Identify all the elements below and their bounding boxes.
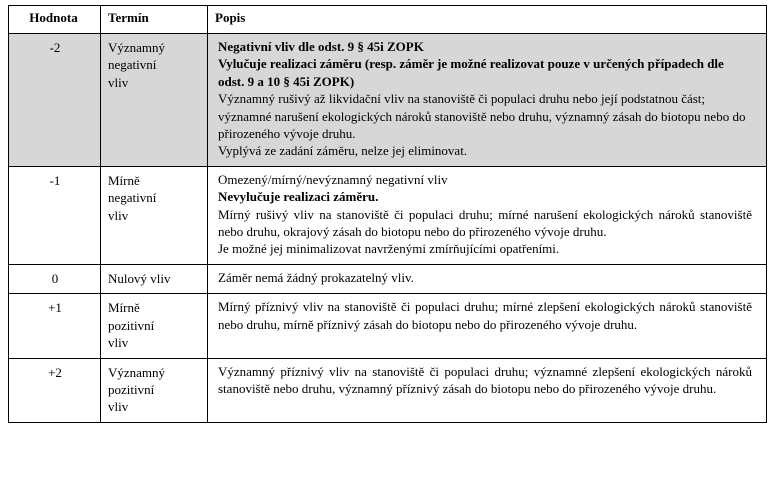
description-cell bbox=[208, 34, 767, 167]
header-row bbox=[9, 6, 767, 34]
table-row bbox=[9, 294, 767, 358]
description-text: Vyplývá ze zadání záměru, nelze jej eliminovat. bbox=[218, 143, 468, 159]
description-cell bbox=[208, 358, 767, 422]
description-text: Záměr nemá žádný prokazatelný vliv. bbox=[218, 269, 414, 285]
table-row bbox=[9, 34, 767, 167]
description-text: Mírný rušivý vliv na stanoviště či populaci druhu; mírné narušení ekologických nároků stanoviště nebo druhu, okrajový zásah do biotopu nebo do přirozeného vývoje druhu. bbox=[218, 206, 752, 240]
description-cell bbox=[208, 264, 767, 293]
description-cell bbox=[208, 166, 767, 264]
table-row bbox=[9, 264, 767, 293]
description-cell bbox=[208, 294, 767, 358]
impact-scale-table bbox=[8, 5, 767, 423]
value-cell: -2 bbox=[9, 34, 101, 167]
term-cell: Nulový vliv bbox=[101, 264, 208, 293]
header-value: Hodnota bbox=[9, 6, 101, 34]
table-row bbox=[9, 358, 767, 422]
value-cell: 0 bbox=[9, 264, 101, 293]
value-cell: +1 bbox=[9, 294, 101, 358]
description-text: Je možné jej minimalizovat navrženými zmírňujícími opatřeními. bbox=[218, 241, 560, 257]
term-cell: Významný negativní vliv bbox=[101, 34, 208, 167]
description-text: Významný rušivý až likvidační vliv na stanoviště či populaci druhu nebo její podstatnou část; významné narušení ekologických nároků stanoviště nebo druhu, významný zásah do biotopu nebo do přirozeného vývoje druhu. bbox=[218, 91, 746, 142]
header-term: Termín bbox=[101, 6, 208, 34]
description-bold-line: Negativní vliv dle odst. 9 § 45i ZOPK bbox=[218, 39, 424, 54]
term-cell: Mírně negativní vliv bbox=[101, 166, 208, 264]
value-cell: -1 bbox=[9, 166, 101, 264]
description-text: Mírný příznivý vliv na stanoviště či populaci druhu; mírné zlepšení ekologických nároků stanoviště nebo druhu, mírně příznivý zásah do biotopu nebo do přirozeného vývoje druhu. bbox=[218, 299, 752, 332]
table-row bbox=[9, 166, 767, 264]
value-cell: +2 bbox=[9, 358, 101, 422]
description-text: Významný příznivý vliv na stanoviště či populaci druhu; významné zlepšení ekologických nároků stanoviště nebo druhu, významný příznivý zásah do biotopu nebo do přirozeného vývoje druhu. bbox=[218, 363, 752, 396]
description-text: Omezený/mírný/nevýznamný negativní vliv bbox=[218, 171, 448, 187]
description-bold-line: Nevylučuje realizaci záměru. bbox=[218, 189, 379, 205]
description-bold-line: Vylučuje realizaci záměru (resp. záměr je možné realizovat pouze v určených případech dle odst. 9 a 10 § 45i ZOPK) bbox=[218, 56, 724, 89]
header-description: Popis bbox=[208, 6, 767, 34]
term-cell: Mírně pozitivní vliv bbox=[101, 294, 208, 358]
term-cell: Významný pozitivní vliv bbox=[101, 358, 208, 422]
